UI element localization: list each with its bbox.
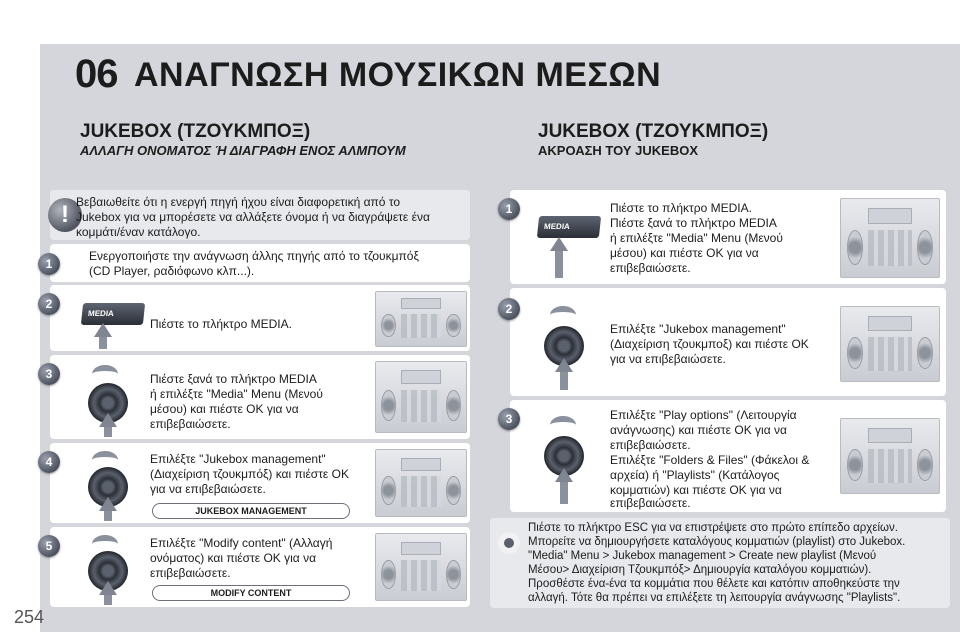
step-text: επιβεβαιώσετε. <box>150 566 231 580</box>
step-text: κομματιών) και πιέστε OK για να <box>610 483 782 497</box>
warning-icon: ! <box>48 198 82 232</box>
left-step-4 <box>45 443 470 523</box>
step-text: μέσου) και πιέστε OK για να <box>610 246 759 260</box>
step-text: Πιέστε ξανά το πλήκτρο MEDIA <box>150 372 317 386</box>
step-text: αρχεία) ή "Playlists" (Κατάλογος <box>610 468 780 482</box>
left-step-5 <box>45 527 470 607</box>
right-step-1 <box>505 190 946 284</box>
step-text: ανάγνωσης) και πιέστε OK για να <box>610 423 787 437</box>
right-step-2 <box>505 288 946 396</box>
step-badge: 4 <box>38 451 60 473</box>
step-badge: 1 <box>498 198 520 220</box>
step-text: (CD Player, ραδιόφωνο κλπ...). <box>89 264 255 278</box>
radio-unit-image <box>375 533 467 601</box>
rotate-arrow-icon <box>550 306 576 324</box>
rotate-arrow-icon <box>92 365 118 383</box>
press-arrow-icon <box>555 468 573 482</box>
step-text: Επιλέξτε "Modify content" (Αλλαγή <box>150 536 333 550</box>
menu-item-tag: MODIFY CONTENT <box>152 585 350 601</box>
rotate-arrow-icon <box>550 416 576 434</box>
warning-panel <box>50 190 470 240</box>
right-step-3 <box>505 400 946 512</box>
left-section-subtitle: ΑΛΛΑΓΗ ΟΝΟΜΑΤΟΣ Ή ΔΙΑΓΡΑΦΗ ΕΝΟΣ ΑΛΜΠΟΥΜ <box>80 143 406 158</box>
media-button: MEDIA <box>81 303 145 325</box>
step-text: (Διαχείριση τζουκμποξ) και πιέστε OK <box>610 337 809 351</box>
step-text: Επιλέξτε "Play options" (Λειτουργία <box>610 408 797 422</box>
press-arrow-icon <box>555 248 563 278</box>
step-text: ονόματος) και πιέστε OK για να <box>150 551 317 565</box>
tip-icon <box>498 532 520 554</box>
step-badge: 3 <box>498 408 520 430</box>
menu-item-tag: JUKEBOX MANAGEMENT <box>152 503 350 519</box>
step-badge: 1 <box>38 253 60 275</box>
radio-unit-image <box>375 291 467 347</box>
chapter-number: 06 <box>75 52 118 96</box>
step-text: Ενεργοποιήστε την ανάγνωση άλλης πηγής από το τζουκμπόξ <box>89 249 419 263</box>
tip-line: Μέσου> Διαχείριση Τζουκμπόξ> Δημιουργία καταλόγου κομματιών). <box>528 564 872 576</box>
step-text: Πιέστε ξανά το πλήκτρο MEDIA <box>610 216 777 230</box>
left-step-1 <box>45 244 470 282</box>
step-badge: 2 <box>38 293 60 315</box>
step-text: Επιλέξτε "Folders & Files" (Φάκελοι & <box>610 453 810 467</box>
step-text: μέσου) και πιέστε OK για να <box>150 402 299 416</box>
tip-line: "Media" Menu > Jukebox management > Create new playlist (Μενού <box>528 550 877 562</box>
tip-line: Μπορείτε να δημιουργήσετε καταλόγους κομματιών (playlist) στο Jukebox. <box>528 536 906 548</box>
press-arrow-icon <box>99 581 117 595</box>
radio-unit-image <box>840 306 940 382</box>
tip-panel <box>490 518 950 608</box>
tip-line: αλλαγή. Τότε θα πρέπει να επιλέξετε τη λειτουργία ανάγνωσης "Playlists". <box>528 592 901 604</box>
step-text: (Διαχείριση τζουκμπόξ) και πιέστε OK <box>150 467 349 481</box>
press-arrow-icon <box>555 358 573 372</box>
left-step-2 <box>45 285 470 351</box>
radio-unit-image <box>840 198 940 278</box>
press-arrow-icon <box>99 497 117 511</box>
step-text: επιβεβαιώσετε. <box>150 417 231 431</box>
radio-unit-image <box>375 361 467 433</box>
right-section-title: JUKEBOX (ΤΖΟΥΚΜΠΟΞ) <box>538 121 769 142</box>
media-button: MEDIA <box>537 216 601 238</box>
step-text: Επιλέξτε "Jukebox management" <box>150 452 326 466</box>
chapter-title: ΑΝΑΓΝΩΣΗ ΜΟΥΣΙΚΩΝ ΜΕΣΩΝ <box>134 56 662 94</box>
warning-line: κομμάτι/έναν κατάλογο. <box>76 225 201 239</box>
step-text: επιβεβαιώσετε. <box>610 438 691 452</box>
radio-unit-image <box>375 449 467 517</box>
step-text: ή επιλέξτε "Media" Menu (Μενού <box>150 387 323 401</box>
step-text: επιβεβαιώσετε. <box>610 261 691 275</box>
step-text: για να επιβεβαιώσετε. <box>150 482 266 496</box>
right-section-subtitle: ΑΚΡΟΑΣΗ ΤΟΥ JUKEBOX <box>538 143 698 158</box>
press-arrow-icon <box>550 237 568 251</box>
step-text: Επιλέξτε "Jukebox management" <box>610 322 786 336</box>
step-badge: 2 <box>498 298 520 320</box>
step-badge: 5 <box>38 535 60 557</box>
tip-line: Προσθέστε ένα-ένα τα κομμάτια που θέλετε και κατόπιν αποθηκεύστε την <box>528 578 900 590</box>
left-step-3 <box>45 355 470 439</box>
warning-line: Jukebox για να μπορέσετε να αλλάξετε όνομα ή να διαγράψετε ένα <box>76 210 430 224</box>
step-text: επιβεβαιώσετε. <box>610 496 691 510</box>
left-section-title: JUKEBOX (ΤΖΟΥΚΜΠΟΞ) <box>80 121 311 142</box>
page-number: 254 <box>14 607 45 627</box>
tip-line: Πιέστε το πλήκτρο ESC για να επιστρέψετε στο πρώτο επίπεδο αρχείων. <box>528 522 898 534</box>
radio-unit-image <box>840 418 940 494</box>
press-arrow-icon <box>94 323 112 337</box>
step-text: Πιέστε το πλήκτρο MEDIA. <box>610 201 752 215</box>
press-arrow-icon <box>99 413 117 427</box>
step-text: ή επιλέξτε "Media" Menu (Μενού <box>610 231 783 245</box>
step-text: για να επιβεβαιώσετε. <box>610 352 726 366</box>
warning-line: Βεβαιωθείτε ότι η ενεργή πηγή ήχου είναι διαφορετική από το <box>76 195 401 209</box>
step-text: Πιέστε το πλήκτρο MEDIA. <box>150 317 292 331</box>
step-badge: 3 <box>38 363 60 385</box>
